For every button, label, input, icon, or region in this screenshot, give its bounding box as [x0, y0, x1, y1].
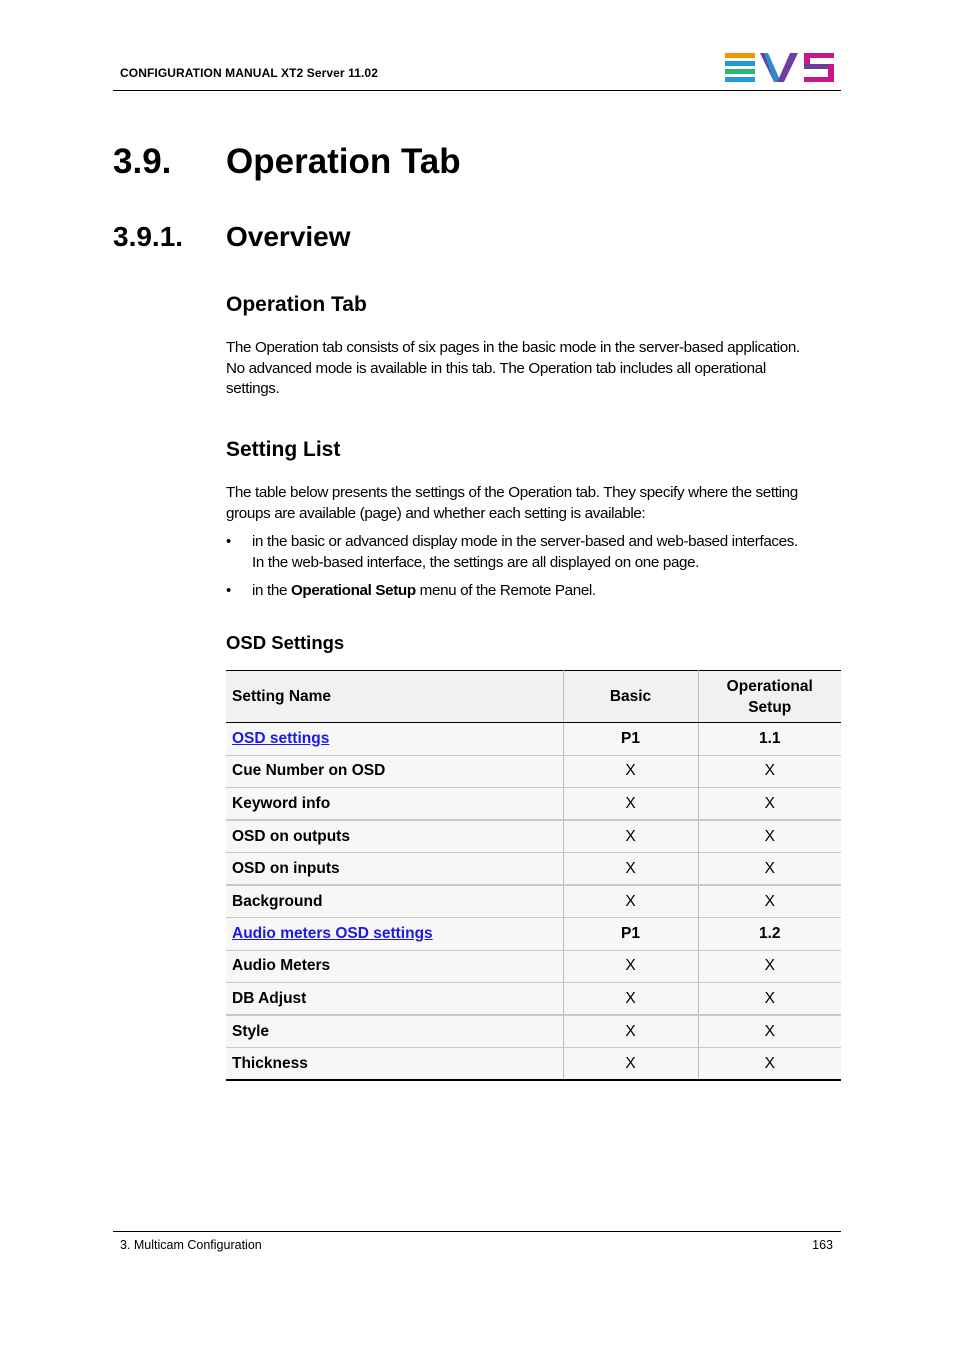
basic-cell: X	[563, 853, 698, 886]
basic-cell: X	[563, 1048, 698, 1081]
table-row	[226, 820, 841, 853]
bullet-line: In the web-based interface, the settings are all displayed on one page.	[252, 553, 700, 571]
table-header-row	[226, 671, 841, 723]
table-row	[226, 853, 841, 886]
operation-tab-paragraph	[226, 338, 846, 400]
basic-cell: P1	[563, 723, 698, 756]
subsection-title: Overview	[226, 221, 351, 252]
basic-cell: P1	[563, 918, 698, 951]
footer-chapter: 3. Multicam Configuration	[120, 1238, 262, 1252]
setting-name-cell	[226, 918, 563, 951]
operational-setup-cell: 1.1	[698, 723, 841, 756]
setting-name-cell: OSD on inputs	[226, 853, 563, 886]
bullet-item-display-mode	[252, 532, 846, 573]
paragraph-line: groups are available (page) and whether each setting is available:	[226, 504, 646, 522]
bullet-line: in the basic or advanced display mode in the server-based and web-based interfaces.	[252, 533, 798, 550]
table-row	[226, 950, 841, 983]
paragraph-line: settings.	[226, 380, 280, 397]
setting-name-cell: DB Adjust	[226, 983, 563, 1016]
column-header-setting-name: Setting Name	[226, 671, 563, 723]
table-row	[226, 1015, 841, 1048]
operational-setup-cell: X	[698, 950, 841, 983]
osd-settings-heading: OSD Settings	[226, 632, 345, 653]
operational-setup-cell: X	[698, 983, 841, 1016]
subsection-number: 3.9.1.	[113, 221, 184, 252]
footer-rule	[113, 1231, 841, 1232]
operational-setup-term: Operational Setup	[290, 582, 416, 599]
basic-cell: X	[563, 820, 698, 853]
operational-setup-cell: X	[698, 885, 841, 918]
setting-list-heading: Setting List	[226, 438, 341, 461]
setting-name-cell: Background	[226, 885, 563, 918]
setting-name-cell	[226, 723, 563, 756]
operation-tab-heading: Operation Tab	[226, 293, 367, 316]
bullet-marker: •	[226, 533, 232, 550]
paragraph-line: The table below presents the settings of the Operation tab. They specify where the setting	[226, 484, 798, 501]
basic-cell: X	[563, 788, 698, 821]
osd-settings-link[interactable]: OSD settings	[232, 729, 330, 747]
operational-setup-cell: X	[698, 853, 841, 886]
setting-name-cell: Keyword info	[226, 788, 563, 821]
header-rule	[113, 90, 841, 91]
header-line: Operational	[726, 677, 813, 695]
operational-setup-cell: X	[698, 820, 841, 853]
bullet-prefix: in the	[252, 582, 291, 599]
basic-cell: X	[563, 755, 698, 788]
setting-name-cell: Audio Meters	[226, 950, 563, 983]
section-title: Operation Tab	[226, 142, 461, 181]
header-line: Setup	[748, 698, 792, 716]
bullet-marker: •	[226, 582, 232, 599]
bullet-suffix: menu of the Remote Panel.	[415, 582, 596, 599]
table-row	[226, 723, 841, 756]
table-row	[226, 755, 841, 788]
basic-cell: X	[563, 885, 698, 918]
column-header-operational-setup	[698, 671, 841, 723]
operational-setup-cell: X	[698, 788, 841, 821]
basic-cell: X	[563, 983, 698, 1016]
table-row	[226, 1048, 841, 1081]
basic-cell: X	[563, 1015, 698, 1048]
table-row	[226, 885, 841, 918]
setting-name-cell: Style	[226, 1015, 563, 1048]
osd-settings-table	[226, 670, 841, 1081]
evs-logo	[724, 52, 836, 82]
page-number: 163	[812, 1238, 833, 1252]
operational-setup-cell: X	[698, 1048, 841, 1081]
paragraph-line: No advanced mode is available in this tab. The Operation tab includes all operational	[226, 359, 766, 377]
manual-title: CONFIGURATION MANUAL XT2 Server 11.02	[120, 66, 378, 80]
table-row	[226, 983, 841, 1016]
section-number: 3.9.	[113, 142, 172, 181]
setting-name-cell: Cue Number on OSD	[226, 755, 563, 788]
operational-setup-cell: 1.2	[698, 918, 841, 951]
column-header-basic: Basic	[563, 671, 698, 723]
bullet-item-remote-panel	[252, 581, 846, 602]
setting-name-cell: OSD on outputs	[226, 820, 563, 853]
paragraph-line: The Operation tab consists of six pages in the basic mode in the server-based application.	[226, 339, 800, 356]
table-row	[226, 788, 841, 821]
basic-cell: X	[563, 950, 698, 983]
setting-list-intro	[226, 483, 846, 524]
table-row	[226, 918, 841, 951]
operational-setup-cell: X	[698, 1015, 841, 1048]
operational-setup-cell: X	[698, 755, 841, 788]
audio-meters-osd-settings-link[interactable]: Audio meters OSD settings	[232, 924, 433, 942]
setting-name-cell: Thickness	[226, 1048, 563, 1081]
